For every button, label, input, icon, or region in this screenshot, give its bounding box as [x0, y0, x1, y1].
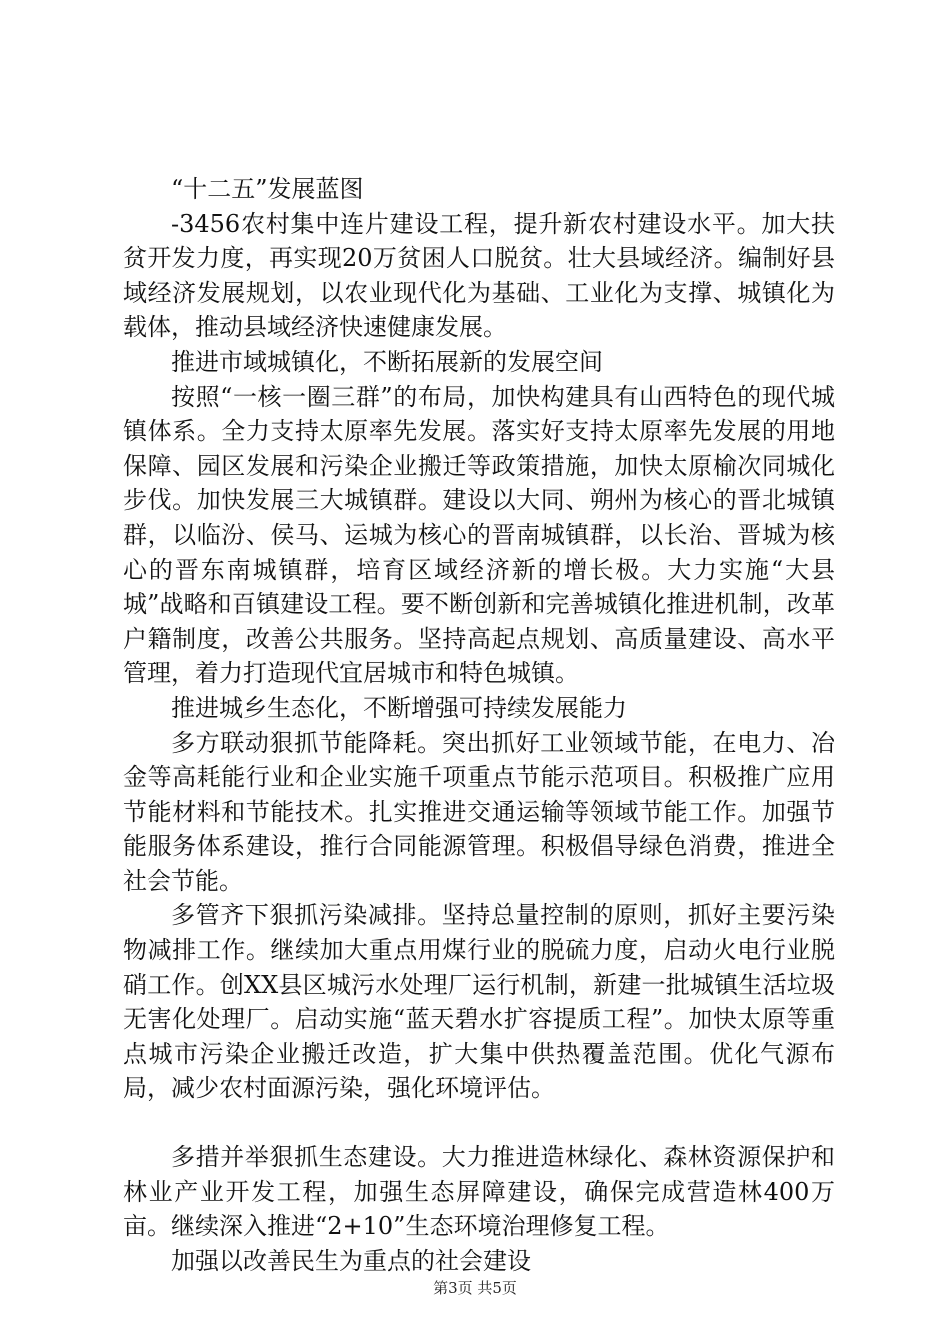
section-heading: 推进市域城镇化，不断拓展新的发展空间 [171, 347, 603, 376]
body-paragraph: -3456农村集中连片建设工程，提升新农村建设水平。加大扶贫开发力度，再实现20万贫困人口脱贫。壮大县域经济。编制好县域经济发展规划，以农业现代化为基础、工业化为支撑、城镇化为载体，推动县域经济快速健康发展。 [123, 209, 835, 342]
body-paragraph: 按照“一核一圈三群”的布局，加快构建具有山西特色的现代城镇体系。全力支持太原率先发展。落实好支持太原率先发展的用地保障、园区发展和污染企业搬迁等政策措施，加快太原榆次同城化步伐。加快发展三大城镇群。建设以大同、朔州为核心的晋北城镇群，以临汾、侯马、运城为核心的晋南城镇群，以长治、晋城为核心的晋东南城镇群，培育区域经济新的增长极。大力实施“大县城”战略和百镇建设工程。要不断创新和完善城镇化推进机制，改革户籍制度，改善公共服务。坚持高起点规划、高质量建设、高水平管理，着力打造现代宜居城市和特色城镇。 [123, 382, 835, 688]
page-number: 第3页 共5页 [433, 1279, 517, 1297]
body-paragraph: 多管齐下狠抓污染减排。坚持总量控制的原则，抓好主要污染物减排工作。继续加大重点用煤行业的脱硫力度，启动火电行业脱硝工作。创XX县区城污水处理厂运行机制，新建一批城镇生活垃圾无害化处理厂。启动实施“蓝天碧水扩容提质工程”。加快太原等重点城市污染企业搬迁改造，扩大集中供热覆盖范围。优化气源布局，减少农村面源污染，强化环境评估。 [123, 901, 835, 1103]
body-paragraph: 多方联动狠抓节能降耗。突出抓好工业领域节能，在电力、冶金等高耗能行业和企业实施千项重点节能示范项目。积极推广应用节能材料和节能技术。扎实推进交通运输等领域节能工作。加强节能服务体系建设，推行合同能源管理。积极倡导绿色消费，推进全社会节能。 [123, 728, 835, 895]
section-heading: 推进城乡生态化，不断增强可持续发展能力 [171, 693, 627, 722]
document-body [123, 172, 835, 1278]
section-heading: “十二五”发展蓝图 [171, 175, 364, 203]
section-heading: 加强以改善民生为重点的社会建设 [171, 1246, 531, 1275]
body-paragraph: 多措并举狠抓生态建设。大力推进造林绿化、森林资源保护和林业产业开发工程，加强生态屏障建设，确保完成营造林400万亩。继续深入推进“2+10”生态环境治理修复工程。 [123, 1143, 835, 1241]
paragraph-gap [123, 1106, 835, 1140]
